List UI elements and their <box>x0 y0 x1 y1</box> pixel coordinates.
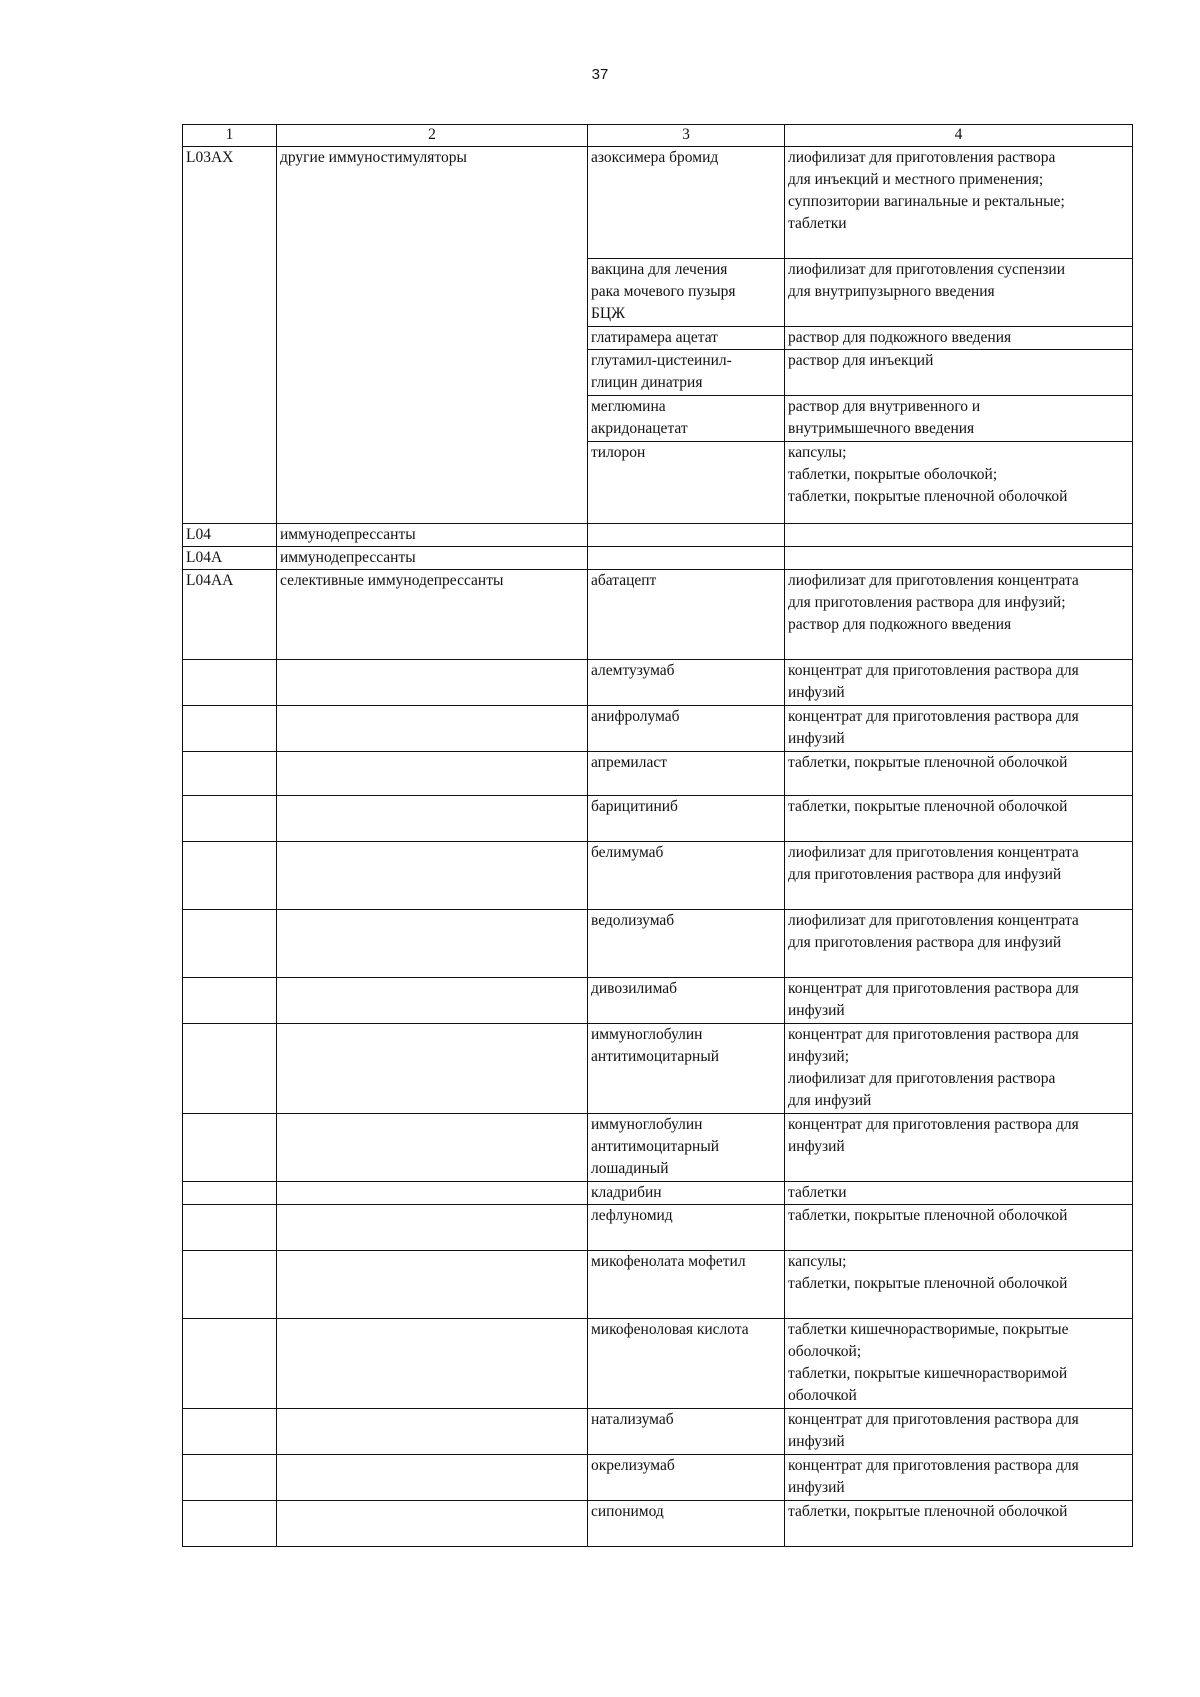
drug-name-line: барицитиниб <box>591 798 678 815</box>
drug-name-cell <box>588 442 785 524</box>
table-row <box>183 1319 1133 1409</box>
atc-code-cell <box>183 660 277 706</box>
atc-code-cell <box>183 706 277 752</box>
group-name-cell: другие иммуностимуляторы <box>277 147 588 524</box>
drug-name-line: антитимоцитарный <box>591 1138 720 1155</box>
drug-name-cell <box>588 350 785 396</box>
dosage-form-line: концентрат для приготовления раствора для <box>788 708 1079 725</box>
dosage-form-line: концентрат для приготовления раствора для <box>788 1411 1079 1428</box>
dosage-form-line: таблетки, покрытые пленочной оболочкой <box>788 1503 1068 1520</box>
column-header: 4 <box>785 125 1133 147</box>
drug-name-line: рака мочевого пузыря <box>591 283 736 300</box>
group-name-cell <box>277 910 588 978</box>
atc-code-cell <box>183 796 277 842</box>
drug-name-cell <box>588 1455 785 1501</box>
group-name-cell <box>277 1251 588 1319</box>
column-header: 3 <box>588 125 785 147</box>
drug-list-table <box>182 124 1133 1547</box>
dosage-form-line: инфузий <box>788 1479 845 1496</box>
dosage-form-cell <box>785 327 1133 350</box>
dosage-form-line: концентрат для приготовления раствора для <box>788 1116 1079 1133</box>
group-name-cell <box>277 978 588 1024</box>
page-number: 37 <box>591 66 609 83</box>
drug-name-cell <box>588 706 785 752</box>
dosage-form-line: концентрат для приготовления раствора для <box>788 980 1079 997</box>
group-name-cell <box>277 842 588 910</box>
dosage-form-cell <box>785 706 1133 752</box>
dosage-form-cell <box>785 396 1133 442</box>
group-name-cell: селективные иммунодепрессанты <box>277 570 588 660</box>
dosage-form-line: инфузий <box>788 1002 845 1019</box>
atc-code-cell <box>183 1455 277 1501</box>
dosage-form-cell <box>785 1501 1133 1547</box>
atc-code-cell <box>183 1114 277 1182</box>
dosage-form-line: суппозитории вагинальные и ректальные; <box>788 193 1065 210</box>
dosage-form-cell <box>785 910 1133 978</box>
drug-name-cell <box>588 524 785 547</box>
atc-code-cell <box>183 842 277 910</box>
drug-name-line: иммуноглобулин <box>591 1116 703 1133</box>
dosage-form-line: для инъекций и местного применения; <box>788 171 1044 188</box>
dosage-form-line: таблетки, покрытые пленочной оболочкой <box>788 754 1068 771</box>
group-name-cell <box>277 1409 588 1455</box>
drug-name-cell <box>588 1251 785 1319</box>
dosage-form-line: лиофилизат для приготовления концентрата <box>788 844 1079 861</box>
drug-name-line: БЦЖ <box>591 305 625 322</box>
dosage-form-line: для приготовления раствора для инфузий; <box>788 594 1066 611</box>
drug-name-line: меглюмина <box>591 398 666 415</box>
drug-name-cell <box>588 1501 785 1547</box>
dosage-form-line: раствор для инъекций <box>788 352 934 369</box>
dosage-form-cell <box>785 752 1133 796</box>
drug-name-line: микофенолата мофетил <box>591 1253 746 1270</box>
dosage-form-line: раствор для внутривенного и <box>788 398 981 415</box>
table-row <box>183 752 1133 796</box>
dosage-form-line: таблетки, покрытые кишечнорастворимой <box>788 1365 1068 1382</box>
drug-name-cell <box>588 1205 785 1251</box>
drug-name-line: глутамил-цистеинил- <box>591 352 732 369</box>
dosage-form-line: концентрат для приготовления раствора для <box>788 662 1079 679</box>
drug-name-line: глатирамера ацетат <box>591 329 718 346</box>
group-name-cell <box>277 706 588 752</box>
dosage-form-line: инфузий <box>788 730 845 747</box>
dosage-form-cell <box>785 1114 1133 1182</box>
table-row <box>183 547 1133 570</box>
table-row <box>183 978 1133 1024</box>
dosage-form-cell <box>785 570 1133 660</box>
drug-name-cell <box>588 547 785 570</box>
group-name-cell <box>277 1319 588 1409</box>
drug-name-line: абатацепт <box>591 572 657 589</box>
drug-name-line: лефлуномид <box>591 1207 673 1224</box>
dosage-form-cell <box>785 796 1133 842</box>
dosage-form-cell <box>785 1455 1133 1501</box>
drug-name-line: тилорон <box>591 444 646 461</box>
dosage-form-cell <box>785 1205 1133 1251</box>
dosage-form-cell <box>785 1409 1133 1455</box>
drug-name-cell <box>588 1182 785 1205</box>
drug-name-cell <box>588 396 785 442</box>
dosage-form-cell <box>785 524 1133 547</box>
dosage-form-line: лиофилизат для приготовления суспензии <box>788 261 1066 278</box>
group-name-cell <box>277 1024 588 1114</box>
drug-name-cell <box>588 1409 785 1455</box>
dosage-form-line: таблетки <box>788 215 847 232</box>
drug-name-cell <box>588 1024 785 1114</box>
atc-code-cell <box>183 910 277 978</box>
drug-name-line: сипонимод <box>591 1503 664 1520</box>
drug-name-cell <box>588 660 785 706</box>
group-name-cell <box>277 660 588 706</box>
atc-code-cell <box>183 1409 277 1455</box>
dosage-form-line: внутримышечного введения <box>788 420 975 437</box>
drug-name-line: белимумаб <box>591 844 664 861</box>
drug-name-cell <box>588 978 785 1024</box>
dosage-form-cell <box>785 1024 1133 1114</box>
dosage-form-line: инфузий <box>788 1138 845 1155</box>
atc-code-cell <box>183 978 277 1024</box>
table-row <box>183 1114 1133 1182</box>
dosage-form-line: для инфузий <box>788 1092 872 1109</box>
dosage-form-cell <box>785 660 1133 706</box>
table-row <box>183 796 1133 842</box>
table-row <box>183 842 1133 910</box>
dosage-form-cell <box>785 1319 1133 1409</box>
dosage-form-cell <box>785 842 1133 910</box>
drug-name-cell <box>588 327 785 350</box>
group-name-cell: иммунодепрессанты <box>277 524 588 547</box>
drug-name-line: окрелизумаб <box>591 1457 675 1474</box>
table-row <box>183 1205 1133 1251</box>
dosage-form-cell <box>785 1182 1133 1205</box>
atc-code-cell: L04A <box>183 547 277 570</box>
drug-name-line: азоксимера бромид <box>591 149 719 166</box>
table-row <box>183 1024 1133 1114</box>
dosage-form-cell <box>785 442 1133 524</box>
column-header: 2 <box>277 125 588 147</box>
atc-code-cell: L04 <box>183 524 277 547</box>
dosage-form-line: лиофилизат для приготовления раствора <box>788 1070 1056 1087</box>
table-row <box>183 570 1133 660</box>
table-row <box>183 706 1133 752</box>
group-name-cell: иммунодепрессанты <box>277 547 588 570</box>
table-header-row <box>183 125 1133 147</box>
dosage-form-line: раствор для подкожного введения <box>788 616 1012 633</box>
drug-name-line: натализумаб <box>591 1411 674 1428</box>
drug-name-cell <box>588 910 785 978</box>
atc-code-cell <box>183 1024 277 1114</box>
table-row <box>183 1501 1133 1547</box>
drug-name-cell <box>588 842 785 910</box>
atc-code-cell <box>183 1251 277 1319</box>
atc-code-cell: L03AX <box>183 147 277 524</box>
drug-name-cell <box>588 752 785 796</box>
group-name-cell <box>277 796 588 842</box>
group-name-cell <box>277 1455 588 1501</box>
dosage-form-cell <box>785 147 1133 259</box>
dosage-form-line: таблетки, покрытые пленочной оболочкой <box>788 798 1068 815</box>
drug-name-cell <box>588 570 785 660</box>
dosage-form-cell <box>785 350 1133 396</box>
table-row <box>183 1251 1133 1319</box>
dosage-form-line: капсулы; <box>788 1253 847 1270</box>
dosage-form-line: инфузий <box>788 684 845 701</box>
table-row <box>183 1409 1133 1455</box>
table-row <box>183 524 1133 547</box>
dosage-form-line: лиофилизат для приготовления раствора <box>788 149 1056 166</box>
column-header: 1 <box>183 125 277 147</box>
atc-code-cell <box>183 752 277 796</box>
drug-name-cell <box>588 796 785 842</box>
drug-name-line: дивозилимаб <box>591 980 678 997</box>
dosage-form-line: раствор для подкожного введения <box>788 329 1012 346</box>
drug-name-cell <box>588 147 785 259</box>
dosage-form-line: капсулы; <box>788 444 847 461</box>
dosage-form-line: концентрат для приготовления раствора для <box>788 1457 1079 1474</box>
dosage-form-line: для приготовления раствора для инфузий <box>788 934 1062 951</box>
dosage-form-line: таблетки <box>788 1184 847 1201</box>
drug-name-line: ведолизумаб <box>591 912 675 929</box>
group-name-cell <box>277 1182 588 1205</box>
dosage-form-line: инфузий; <box>788 1048 850 1065</box>
table-row <box>183 660 1133 706</box>
drug-name-cell <box>588 259 785 327</box>
table-row <box>183 147 1133 259</box>
dosage-form-cell <box>785 259 1133 327</box>
drug-name-line: лошадиный <box>591 1160 669 1177</box>
dosage-form-line: таблетки кишечнорастворимые, покрытые <box>788 1321 1069 1338</box>
group-name-cell <box>277 1501 588 1547</box>
dosage-form-line: лиофилизат для приготовления концентрата <box>788 572 1079 589</box>
drug-name-line: акридонацетат <box>591 420 688 437</box>
dosage-form-line: оболочкой; <box>788 1343 862 1360</box>
drug-name-line: кладрибин <box>591 1184 662 1201</box>
dosage-form-cell <box>785 547 1133 570</box>
atc-code-cell <box>183 1319 277 1409</box>
drug-name-line: анифролумаб <box>591 708 680 725</box>
dosage-form-line: для приготовления раствора для инфузий <box>788 866 1062 883</box>
table-row <box>183 1455 1133 1501</box>
dosage-form-cell <box>785 978 1133 1024</box>
atc-code-cell <box>183 1501 277 1547</box>
dosage-form-line: таблетки, покрытые пленочной оболочкой <box>788 1207 1068 1224</box>
drug-name-line: алемтузумаб <box>591 662 675 679</box>
atc-code-cell: L04AA <box>183 570 277 660</box>
dosage-form-line: лиофилизат для приготовления концентрата <box>788 912 1079 929</box>
drug-name-cell <box>588 1319 785 1409</box>
atc-code-cell <box>183 1182 277 1205</box>
drug-name-line: микофеноловая кислота <box>591 1321 749 1338</box>
dosage-form-line: оболочкой <box>788 1387 857 1404</box>
group-name-cell <box>277 1114 588 1182</box>
dosage-form-line: концентрат для приготовления раствора для <box>788 1026 1079 1043</box>
drug-name-line: иммуноглобулин <box>591 1026 703 1043</box>
drug-name-cell <box>588 1114 785 1182</box>
dosage-form-line: таблетки, покрытые оболочкой; <box>788 466 998 483</box>
dosage-form-line: таблетки, покрытые пленочной оболочкой <box>788 488 1068 505</box>
table-row <box>183 1182 1133 1205</box>
dosage-form-line: для внутрипузырного введения <box>788 283 995 300</box>
dosage-form-cell <box>785 1251 1133 1319</box>
dosage-form-line: инфузий <box>788 1433 845 1450</box>
group-name-cell <box>277 752 588 796</box>
atc-code-cell <box>183 1205 277 1251</box>
dosage-form-line: таблетки, покрытые пленочной оболочкой <box>788 1275 1068 1292</box>
group-name-cell <box>277 1205 588 1251</box>
drug-name-line: вакцина для лечения <box>591 261 728 278</box>
table-row <box>183 910 1133 978</box>
drug-name-line: глицин динатрия <box>591 374 703 391</box>
drug-name-line: апремиласт <box>591 754 667 771</box>
drug-name-line: антитимоцитарный <box>591 1048 720 1065</box>
